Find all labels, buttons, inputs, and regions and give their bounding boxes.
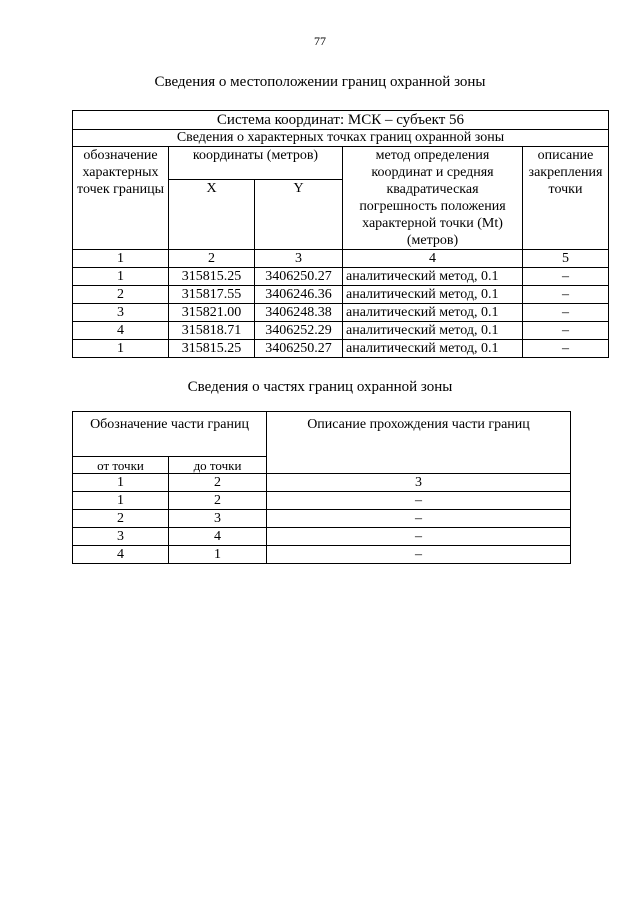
y-cell: 3406246.36: [255, 286, 343, 304]
section-title-boundary-parts: Сведения о частях границ охранной зоны: [187, 379, 453, 395]
coordinate-system-cell: Система координат: МСК – субъект 56: [73, 111, 609, 130]
x-cell: 315818.71: [169, 322, 255, 340]
point-cell: 1: [73, 268, 169, 286]
method-cell: аналитический метод, 0.1: [343, 340, 523, 358]
header-y: Y: [255, 180, 343, 250]
table-row: [73, 268, 609, 286]
from-cell: 3: [73, 528, 169, 546]
y-cell: 3406250.27: [255, 340, 343, 358]
column-number: 3: [255, 250, 343, 268]
header-method: метод определения координат и средняя квадратическая погрешность положения характерной точки (Mt) (метров): [343, 147, 523, 250]
description-cell: –: [523, 268, 609, 286]
description-cell: –: [523, 304, 609, 322]
table-row: [73, 340, 609, 358]
system-row: [73, 111, 609, 130]
column-number: 4: [343, 250, 523, 268]
x-cell: 315817.55: [169, 286, 255, 304]
description-cell: –: [267, 546, 571, 564]
table-row: [73, 528, 571, 546]
method-cell: аналитический метод, 0.1: [343, 304, 523, 322]
table-row: [73, 286, 609, 304]
to-cell: 4: [169, 528, 267, 546]
header-row: [73, 147, 609, 180]
point-cell: 3: [73, 304, 169, 322]
header-x: X: [169, 180, 255, 250]
y-cell: 3406252.29: [255, 322, 343, 340]
to-cell: 3: [169, 510, 267, 528]
header-to-point: до точки: [169, 457, 267, 474]
point-cell: 1: [73, 340, 169, 358]
description-cell: –: [523, 340, 609, 358]
header-part-designation: Обозначение части границ: [73, 412, 267, 457]
x-cell: 315815.25: [169, 340, 255, 358]
description-cell: –: [523, 322, 609, 340]
to-cell: 1: [169, 546, 267, 564]
description-cell: 3: [267, 474, 571, 492]
description-cell: –: [523, 286, 609, 304]
point-cell: 4: [73, 322, 169, 340]
table-row: [73, 546, 571, 564]
header-description: описание закрепления точки: [523, 147, 609, 250]
method-cell: аналитический метод, 0.1: [343, 286, 523, 304]
from-cell: 1: [73, 492, 169, 510]
table-row: [73, 492, 571, 510]
description-cell: –: [267, 510, 571, 528]
column-number: 5: [523, 250, 609, 268]
column-numbers-row: [73, 250, 609, 268]
header-passage-description: Описание прохождения части границ: [267, 412, 571, 474]
method-cell: аналитический метод, 0.1: [343, 268, 523, 286]
characteristic-points-cell: Сведения о характерных точках границ охранной зоны: [73, 130, 609, 147]
to-cell: 2: [169, 474, 267, 492]
method-cell: аналитический метод, 0.1: [343, 322, 523, 340]
table-row: [73, 474, 571, 492]
header-row: [73, 412, 571, 457]
section-title-boundary-location: Сведения о местоположении границ охранной зоны: [154, 74, 486, 90]
column-number: 2: [169, 250, 255, 268]
x-cell: 315821.00: [169, 304, 255, 322]
table-row: [73, 510, 571, 528]
boundary-parts-table: [72, 411, 571, 564]
column-number: 1: [73, 250, 169, 268]
from-cell: 1: [73, 474, 169, 492]
y-cell: 3406248.38: [255, 304, 343, 322]
description-cell: –: [267, 492, 571, 510]
y-cell: 3406250.27: [255, 268, 343, 286]
point-cell: 2: [73, 286, 169, 304]
x-cell: 315815.25: [169, 268, 255, 286]
page-number: 77: [314, 34, 326, 48]
header-coordinates: координаты (метров): [169, 147, 343, 180]
to-cell: 2: [169, 492, 267, 510]
table-row: [73, 304, 609, 322]
boundary-points-table: [72, 110, 609, 358]
description-cell: –: [267, 528, 571, 546]
table-row: [73, 322, 609, 340]
from-cell: 2: [73, 510, 169, 528]
header-point-designation: обозначение характерных точек границы: [73, 147, 169, 250]
characteristic-points-row: [73, 130, 609, 147]
header-from-point: от точки: [73, 457, 169, 474]
from-cell: 4: [73, 546, 169, 564]
